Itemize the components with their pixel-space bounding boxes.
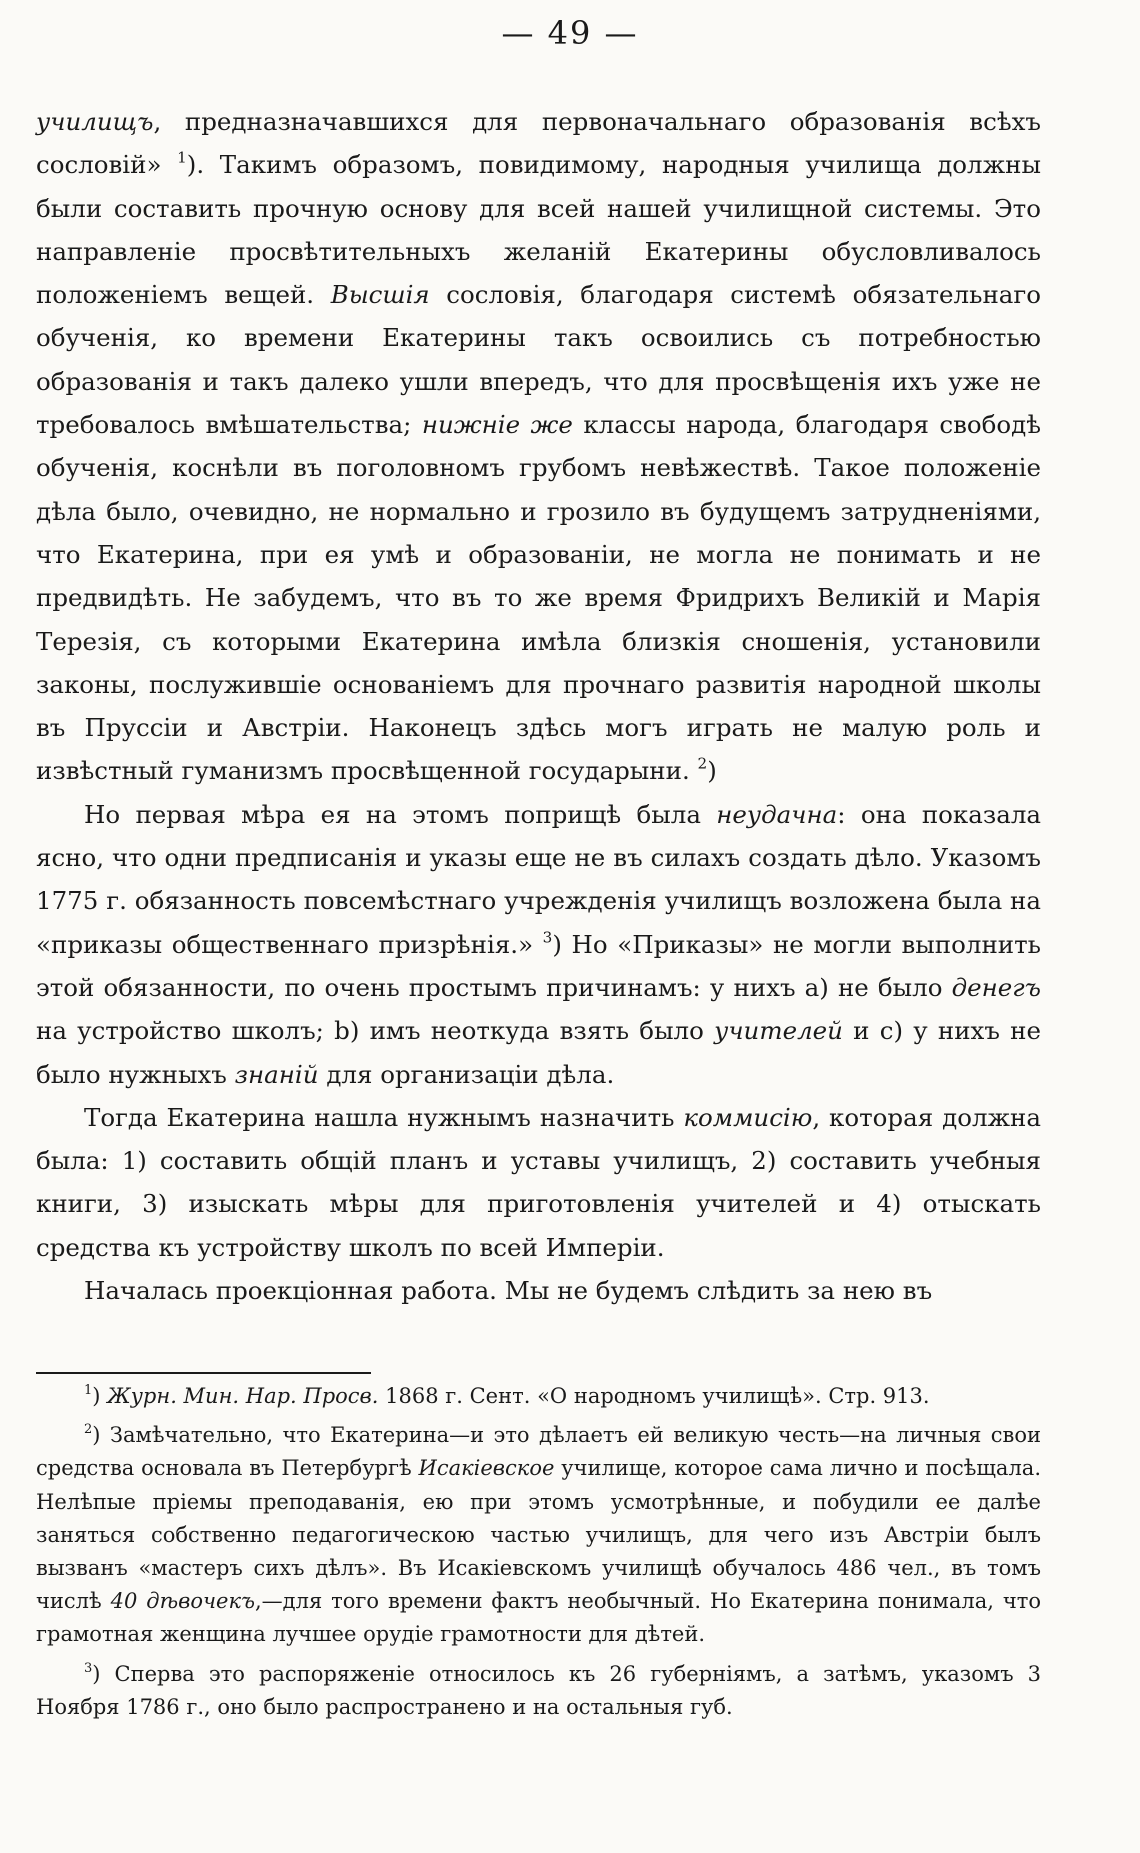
paragraph [36,1096,1041,1269]
paragraph [36,100,1041,793]
footnote-marker: 1 [177,148,187,167]
italic-text: Высшія [330,280,430,310]
text-run: Началась проекціонная работа. Мы не будемъ слѣдить за нею въ [84,1276,933,1306]
italic-text: коммисію [683,1102,813,1132]
text-run: 1868 г. Сент. «О народномъ училищѣ». Стр. 913. [378,1384,930,1408]
text-run: училище, которое сама лично и посѣщала. Нелѣпые пріемы преподаванія, ею при этомъ усмотрѣнные, и побудили ее далѣе заняться собственно педагогическою частью училищъ, для чего изъ Австріи былъ вызванъ «мастеръ сихъ дѣлъ». Въ Исакіевскомъ училищѣ обучалось 486 чел., въ томъ числѣ [36,1456,1041,1614]
paragraph [36,793,1041,1096]
italic-text: Журн. Мин. Нар. Просв. [107,1384,379,1408]
italic-text: Исакіевское [418,1456,555,1481]
footnote-marker: 1 [84,1382,93,1398]
footnote-marker: 2 [84,1422,93,1438]
footnotes [36,1380,1041,1724]
text-run: ) [707,756,717,786]
text-run: : она показала ясно, что одни предписанія и указы еще не въ силахъ создать дѣло. Указомъ 1775 г. обязанность повсемѣстнаго учрежденія училищъ возложена была на «приказы общественнаго призрѣнія.» [36,799,1041,959]
italic-text: училищъ [36,107,154,136]
text-run: для организаціи дѣла. [318,1059,615,1089]
text-run: , которая должна была: 1) составить общій планъ и уставы училищъ, 2) составить учебныя книги, 3) изыскать мѣры для приготовленія учителей и 4) отыскать средства къ устройству школъ по всей Имперіи. [36,1102,1041,1262]
italic-text: нижніе же [421,410,573,440]
footnote-marker: 3 [542,928,553,947]
footnote [36,1658,1041,1724]
text-run: ) Но «Приказы» не могли выполнить этой обязанности, по очень простымъ причинамъ: у нихъ a) не было [36,929,1042,1002]
italic-text: денегъ [951,972,1041,1002]
text-run: и c) у нихъ не было нужныхъ [36,1016,1042,1089]
text-run: Но первая мѣра ея на этомъ поприщѣ была [84,799,717,829]
italic-text: неудачна [716,799,838,829]
italic-text: 40 дѣвочекъ [110,1589,255,1614]
text-run: , предназначавшихся для первоначальнаго образованія всѣхъ сословій» [36,107,1041,180]
text-run: ,—для того времени фактъ необычный. Но Екатерина понимала, что грамотная женщина лучшее орудіе грамотности для дѣтей. [36,1589,1041,1647]
text-run: ) Замѣчательно, что Екатерина—и это дѣлаетъ ей великую честь—на личныя свои средства основала въ Петербургѣ [36,1423,1041,1481]
footnote [36,1419,1041,1651]
text-run: ) [92,1384,108,1408]
text-run: ) Сперва это распоряженіе относилось къ 26 губерніямъ, а затѣмъ, указомъ 3 Ноября 1786 г., оно было распространено и на остальныя губ. [36,1661,1041,1719]
footnote-marker: 3 [84,1660,93,1676]
footnote-divider [36,1372,371,1374]
text-run: сословія, благодаря системѣ обязательнаго обученія, ко времени Екатерины такъ освоились съ потребностью образованія и такъ далеко ушли впередъ, что для просвѣщенія ихъ уже не требовалось вмѣшательства; [36,280,1041,440]
footnote [36,1380,1041,1413]
page-number: — 49 — [501,14,639,52]
text-run: классы народа, благодаря свободѣ обученія, коснѣли въ поголовномъ грубомъ невѣжествѣ. Такое положеніе дѣла было, очевидно, не нормально и грозило въ будущемъ затрудненіями, что Екатерина, при ея умѣ и образованіи, не могла не понимать и не предвидѣть. Не забудемъ, что въ то же время Фридрихъ Великій и Марія Терезія, съ которыми Екатерина имѣла близкія сношенія, установили законы, послужившіе основаніемъ для прочнаго развитія народной школы въ Пруссіи и Австріи. Наконецъ здѣсь могъ играть не малую роль и извѣстный гуманизмъ просвѣщенной государыни. [36,410,1042,786]
text-run: на устройство школъ; b) имъ неоткуда взять было [36,1016,715,1046]
text-run: ). Такимъ образомъ, повидимому, народныя училища должны были составить прочную основу для всей нашей училищной системы. Это направленіе просвѣтительныхъ желаній Екатерины обусловливалось положеніемъ вещей. [36,150,1041,310]
main-text [36,100,1041,1312]
paragraph [36,1269,1041,1312]
italic-text: учителей [714,1016,843,1046]
footnote-marker: 2 [697,754,708,773]
text-run: Тогда Екатерина нашла нужнымъ назначить [84,1102,684,1132]
italic-text: знаній [234,1059,319,1089]
